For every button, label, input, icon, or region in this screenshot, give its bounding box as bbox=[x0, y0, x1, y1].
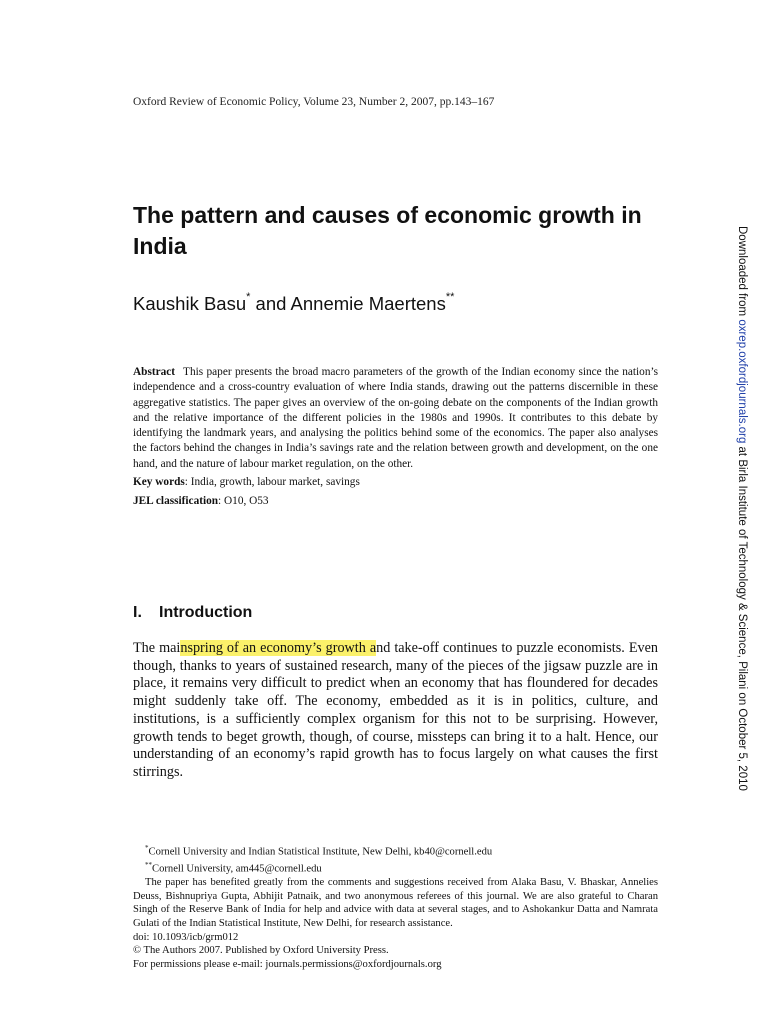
keywords-label: Key words bbox=[133, 476, 185, 488]
jel-classification bbox=[133, 494, 658, 509]
intro-text-rest: nd take-off continues to puzzle economists. Even though, thanks to years of sustained research, many of the pieces of the jigsaw puzzle are in place, it remains very difficult to predict when an economy that has floundered for decades might suddenly take off. The economy, embedded as it is in politics, culture, and institutions, is a sufficiently complex organism for this not to be surprising. However, growth tends to beget growth, though, of course, missteps can bring it to a halt. Hence, our understanding of an economy’s rapid growth has to focus largely on what causes the first stirrings. bbox=[133, 640, 658, 780]
footnote-text: Cornell University and Indian Statistical Institute, New Delhi, kb40@cornell.edu bbox=[148, 846, 493, 858]
abstract-text: This paper presents the broad macro parameters of the growth of the Indian economy since the nation’s independence and a cross-country evaluation of where India stands, drawing out the patterns discernible in these aggregative statistics. The paper gives an overview of the on-going debate on the components of the Indian growth and the relative importance of the different policies in the 1980s and 1990s. It contributes to this debate by identifying the landmark years, and analysing the politics behind some of the economics. The paper also analyses the factors behind the changes in India’s savings rate and the relation between growth and development, on the one hand, and the nature of labour market regulation, on the other. bbox=[133, 366, 658, 470]
footnotes bbox=[133, 842, 658, 971]
journal-link[interactable]: oxrep.oxfordjournals.org bbox=[736, 319, 748, 444]
jel-value: : O10, O53 bbox=[218, 495, 269, 507]
footnote-2 bbox=[133, 859, 658, 876]
permissions: For permissions please e-mail: journals.permissions@oxfordjournals.org bbox=[133, 958, 442, 970]
download-notice bbox=[736, 226, 748, 791]
download-suffix: at Birla Institute of Technology & Science, Pilani on October 5, 2010 bbox=[736, 443, 748, 791]
footnote-marker: * bbox=[246, 291, 251, 303]
journal-reference: Oxford Review of Economic Policy, Volume 23, Number 2, 2007, pp.143–167 bbox=[133, 96, 495, 108]
footnote-marker: ** bbox=[145, 861, 152, 870]
abstract bbox=[133, 365, 658, 472]
copyright: © The Authors 2007. Published by Oxford University Press. bbox=[133, 945, 389, 957]
author-line bbox=[133, 293, 454, 315]
intro-text-start: The mai bbox=[133, 640, 181, 656]
footnote-1 bbox=[133, 842, 658, 859]
doi: doi: 10.1093/icb/grm012 bbox=[133, 931, 239, 943]
footnote-marker: ** bbox=[445, 291, 455, 303]
highlighted-text[interactable]: nspring of an economy’s growth a bbox=[180, 640, 377, 656]
author-connector: and bbox=[250, 293, 291, 314]
keywords bbox=[133, 475, 658, 490]
download-prefix: Downloaded from bbox=[736, 226, 748, 320]
section-heading bbox=[133, 604, 252, 622]
section-title: Introduction bbox=[159, 604, 253, 621]
abstract-label: Abstract bbox=[133, 366, 176, 378]
author-name: Kaushik Basu bbox=[133, 293, 247, 314]
footnote-text: Cornell University, am445@cornell.edu bbox=[152, 863, 322, 875]
jel-label: JEL classification bbox=[133, 495, 219, 507]
paper-title: The pattern and causes of economic growth in India bbox=[133, 202, 642, 259]
acknowledgements: The paper has benefited greatly from the comments and suggestions received from Alaka Basu, V. Bhaskar, Annelies Deuss, Bishnupriya Gupta, Abhijit Patnaik, and two anonymous referees of this journal. We are also grateful to Charan Singh of the Reserve Bank of India for help and advice with data at several stages, and to Ashokankur Datta and Namrata Gulati of the Indian Statistical Institute, New Delhi, for research assistance. bbox=[133, 877, 658, 930]
footnote-marker: * bbox=[145, 844, 149, 852]
intro-paragraph bbox=[133, 640, 658, 782]
author-name: Annemie Maertens bbox=[290, 293, 446, 314]
section-number: I. bbox=[133, 604, 142, 621]
keywords-value: : India, growth, labour market, savings bbox=[184, 476, 360, 488]
